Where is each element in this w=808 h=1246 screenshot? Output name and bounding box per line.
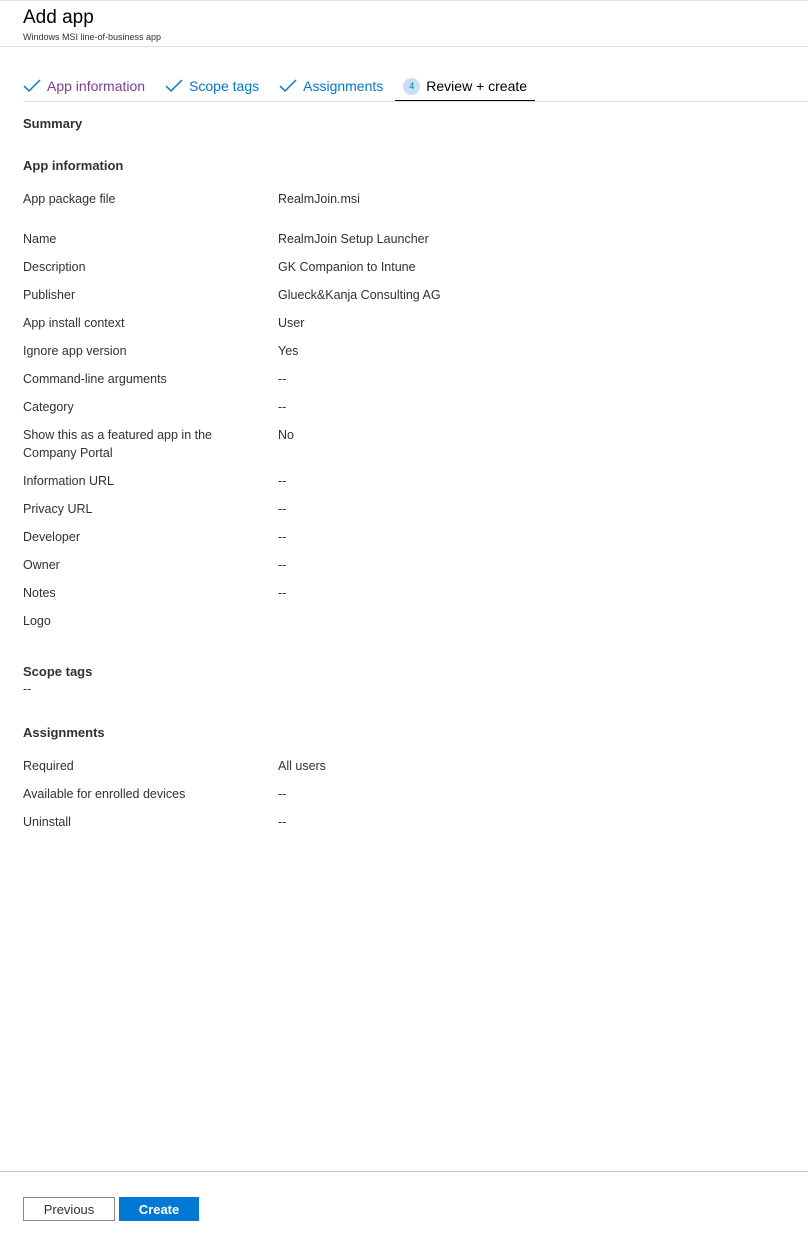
field-label: Description (23, 260, 86, 274)
field-value: No (278, 428, 294, 442)
tab-app-information[interactable] (23, 74, 145, 98)
tab-review-create[interactable] (395, 74, 535, 98)
field-label: Publisher (23, 288, 76, 302)
field-value: -- (278, 400, 287, 414)
assignments-heading: Assignments (23, 725, 105, 740)
step-number-badge: 4 (403, 78, 420, 95)
scope-tags-value: -- (23, 682, 32, 696)
field-value: -- (278, 815, 287, 829)
field-value: Yes (278, 344, 299, 358)
field-value: All users (278, 759, 326, 773)
field-label: Developer (23, 530, 80, 544)
checkmark-icon (165, 78, 183, 94)
field-label: Logo (23, 614, 51, 628)
field-value: -- (278, 474, 287, 488)
field-value: -- (278, 530, 287, 544)
field-value: User (278, 316, 305, 330)
field-value: GK Companion to Intune (278, 260, 416, 274)
field-value: -- (278, 372, 287, 386)
checkmark-icon (23, 78, 41, 94)
previous-button[interactable]: Previous (23, 1197, 115, 1221)
tab-label: Scope tags (189, 78, 260, 94)
tab-label: App information (47, 78, 146, 94)
field-label: App install context (23, 316, 125, 330)
field-label: App package file (23, 192, 116, 206)
field-label: Privacy URL (23, 502, 93, 516)
tab-scope-tags[interactable] (165, 74, 259, 98)
header-divider (0, 46, 808, 47)
field-value: RealmJoin.msi (278, 192, 360, 206)
scope-tags-heading: Scope tags (23, 664, 93, 679)
field-value: -- (278, 558, 287, 572)
field-label: Available for enrolled devices (23, 787, 186, 801)
app-information-heading: App information (23, 158, 124, 173)
field-label: Category (23, 400, 74, 414)
field-value: Glueck&Kanja Consulting AG (278, 288, 441, 302)
field-value: RealmJoin Setup Launcher (278, 232, 429, 246)
field-label: Notes (23, 586, 56, 600)
field-label: Owner (23, 558, 60, 572)
wizard-tabs (23, 74, 555, 102)
create-button[interactable]: Create (119, 1197, 199, 1221)
field-label: Command-line arguments (23, 372, 167, 386)
tab-label: Assignments (303, 78, 384, 94)
field-label: Information URL (23, 474, 115, 488)
field-label: Ignore app version (23, 344, 127, 358)
field-label: Name (23, 232, 57, 246)
tab-label: Review + create (426, 78, 528, 94)
page-subtitle: Windows MSI line-of-business app (23, 32, 162, 42)
checkmark-icon (279, 78, 297, 94)
footer-divider (0, 1171, 808, 1172)
field-label: Show this as a featured app in the Company Portal (23, 428, 213, 460)
blade-header (23, 7, 161, 43)
tab-assignments[interactable] (279, 74, 383, 98)
field-value: -- (278, 787, 287, 801)
tabs-divider (23, 101, 808, 102)
field-label: Required (23, 759, 74, 773)
top-border (0, 0, 808, 1)
summary-heading: Summary (23, 116, 83, 131)
field-label: Uninstall (23, 815, 71, 829)
field-value: -- (278, 586, 287, 600)
field-value: -- (278, 502, 287, 516)
page-title: Add app (23, 7, 94, 28)
